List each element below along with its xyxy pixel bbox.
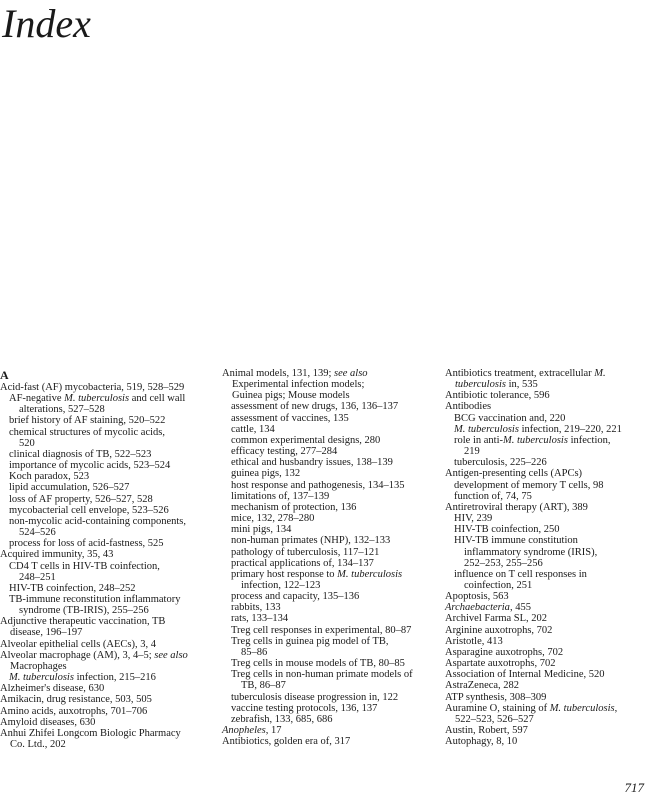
index-subentry: pathology of tuberculosis, 117–121 [231, 546, 380, 558]
index-subentry: inflammatory syndrome (IRIS), [464, 546, 598, 558]
index-subentry: HIV, 239 [454, 513, 493, 525]
index-subentry: Treg cells in non-human primate models of [231, 669, 413, 681]
index-entry: AstraZeneca, 282 [445, 680, 520, 692]
index-subentry: Treg cells in mouse models of TB, 80–85 [231, 658, 405, 670]
index-subentry: host response and pathogenesis, 134–135 [231, 479, 405, 491]
index-entry: Anopheles, 17 [222, 725, 282, 736]
index-subentry: importance of mycolic acids, 523–524 [9, 460, 171, 472]
index-subentry: 252–253, 255–256 [464, 557, 543, 569]
index-entry: Guinea pigs; Mouse models [232, 390, 350, 402]
index-subentry: tuberculosis, 225–226 [454, 457, 547, 469]
index-subentry: process for loss of acid-fastness, 525 [9, 538, 164, 550]
index-entry: Antibodies [445, 401, 492, 413]
index-subentry: M. tuberculosis infection, 219–220, 221 [454, 423, 622, 435]
index-entry: Aspartate auxotrophs, 702 [445, 658, 556, 670]
index-entry: Antibiotic tolerance, 596 [445, 390, 550, 402]
index-entry: Autophagy, 8, 10 [445, 736, 518, 748]
index-subentry: 85–86 [241, 646, 268, 658]
index-subentry: brief history of AF staining, 520–522 [9, 415, 166, 427]
index-subentry: M. tuberculosis infection, 215–216 [9, 672, 156, 684]
index-subentry: influence on T cell responses in [454, 568, 587, 580]
index-subentry: TB-immune reconstitution inflammatory [9, 593, 181, 605]
index-subentry: rabbits, 133 [231, 602, 281, 614]
index-subentry: AF-negative M. tuberculosis and cell wall [9, 393, 186, 405]
index-entry: Antigen-presenting cells (APCs) [445, 468, 583, 480]
index-subentry: vaccine testing protocols, 136, 137 [231, 702, 378, 714]
index-subentry: non-mycolic acid-containing components, [9, 515, 186, 527]
index-entry: Antibiotics, golden era of, 317 [222, 736, 351, 748]
index-entry: Archaebacteria, 455 [445, 602, 531, 614]
index-column-3 [445, 368, 650, 747]
index-entry: Apoptosis, 563 [445, 591, 509, 603]
index-subentry: cattle, 134 [231, 423, 275, 435]
index-subentry: chemical structures of mycolic acids, [9, 426, 165, 438]
index-subentry: lipid accumulation, 526–527 [9, 482, 130, 494]
index-subentry: infection, 122–123 [241, 579, 321, 591]
index-subentry: efficacy testing, 277–284 [231, 446, 338, 458]
index-entry: Alzheimer's disease, 630 [0, 683, 105, 695]
index-subentry: limitations of, 137–139 [231, 490, 330, 502]
index-entry: Aristotle, 413 [445, 635, 503, 647]
index-entry: Anhui Zhifei Longcom Biologic Pharmacy [0, 727, 181, 739]
index-subentry: common experimental designs, 280 [231, 434, 381, 446]
index-entry: Austin, Robert, 597 [445, 725, 528, 736]
index-entry: Amyloid diseases, 630 [0, 716, 96, 728]
index-entry: Antiretroviral therapy (ART), 389 [445, 501, 588, 513]
index-subentry: Koch paradox, 523 [9, 471, 90, 483]
index-subentry: tuberculosis disease progression in, 122 [231, 691, 399, 703]
index-subentry: loss of AF property, 526–527, 528 [9, 493, 153, 505]
index-subentry: TB, 86–87 [241, 680, 286, 692]
index-subentry: 520 [19, 437, 35, 449]
index-entry: Auramine O, staining of M. tuberculosis, [445, 702, 618, 714]
index-entry: Arginine auxotrophs, 702 [445, 624, 553, 636]
index-subentry: mini pigs, 134 [231, 524, 292, 536]
index-subentry: Treg cell responses in experimental, 80–87 [231, 624, 412, 636]
index-subentry: rats, 133–134 [231, 613, 289, 625]
index-entry: Amino acids, auxotrophs, 701–706 [0, 705, 148, 717]
index-column-2 [222, 368, 434, 747]
index-subentry: function of, 74, 75 [454, 490, 532, 502]
index-entry: 522–523, 526–527 [455, 713, 534, 725]
index-subentry: mycobacterial cell envelope, 523–526 [9, 504, 169, 516]
index-subentry: coinfection, 251 [464, 579, 533, 591]
index-subentry: Treg cells in guinea pig model of TB, [231, 635, 389, 647]
index-subentry: role in anti-M. tuberculosis infection, [454, 434, 611, 446]
index-entry: Amikacin, drug resistance, 503, 505 [0, 694, 152, 706]
index-entry: Co. Ltd., 202 [10, 739, 66, 750]
index-entry: Antibiotics treatment, extracellular M. [445, 368, 606, 379]
index-subentry: primary host response to M. tuberculosis [231, 568, 403, 580]
index-entry: Asparagine auxotrophs, 702 [445, 646, 564, 658]
index-column-1 [0, 368, 212, 750]
index-subentry: zebrafish, 133, 685, 686 [231, 713, 333, 725]
index-subentry: clinical diagnosis of TB, 522–523 [9, 448, 152, 460]
index-subentry: HIV-TB immune constitution [454, 535, 578, 547]
index-subentry: HIV-TB coinfection, 250 [454, 524, 560, 536]
index-subentry: ethical and husbandry issues, 138–139 [231, 457, 393, 469]
index-subentry: 248–251 [19, 571, 56, 583]
index-entry: Acid-fast (AF) mycobacteria, 519, 528–529 [0, 382, 185, 393]
index-entry: ATP synthesis, 308–309 [445, 691, 547, 703]
index-entry: Adjunctive therapeutic vaccination, TB [0, 616, 166, 628]
index-subentry: syndrome (TB-IRIS), 255–256 [19, 605, 149, 617]
index-entry: disease, 196–197 [10, 627, 83, 639]
index-subentry: practical applications of, 134–137 [231, 557, 374, 569]
index-subentry: 524–526 [19, 527, 56, 539]
section-letter: A [0, 368, 9, 382]
index-entry: Association of Internal Medicine, 520 [445, 669, 605, 681]
index-entry: Alveolar epithelial cells (AECs), 3, 4 [0, 638, 156, 650]
index-entry: Acquired immunity, 35, 43 [0, 549, 114, 561]
index-subentry: BCG vaccination and, 220 [454, 412, 566, 424]
index-subentry: alterations, 527–528 [19, 404, 105, 416]
index-subentry: mechanism of protection, 136 [231, 501, 357, 513]
index-subentry: CD4 T cells in HIV-TB coinfection, [9, 560, 160, 572]
index-subentry: process and capacity, 135–136 [231, 591, 360, 603]
index-subentry: assessment of vaccines, 135 [231, 412, 349, 424]
index-subentry: assessment of new drugs, 136, 136–137 [231, 401, 399, 413]
index-entry: Macrophages [10, 660, 67, 672]
page-title: Index [2, 1, 91, 46]
index-entry: Archivel Farma SL, 202 [445, 613, 548, 625]
page-number: 717 [624, 780, 644, 795]
index-subentry: guinea pigs, 132 [231, 468, 301, 480]
index-entry: tuberculosis in, 535 [455, 379, 538, 391]
index-subentry: HIV-TB coinfection, 248–252 [9, 582, 136, 594]
index-entry: Experimental infection models; [232, 379, 365, 391]
index-subentry: mice, 132, 278–280 [231, 513, 315, 525]
index-entry: Animal models, 131, 139; see also [222, 368, 368, 379]
index-subentry: non-human primates (NHP), 132–133 [231, 535, 391, 547]
index-entry: Alveolar macrophage (AM), 3, 4–5; see also [0, 649, 188, 661]
index-subentry: development of memory T cells, 98 [454, 479, 604, 491]
index-subentry: 219 [464, 446, 480, 458]
